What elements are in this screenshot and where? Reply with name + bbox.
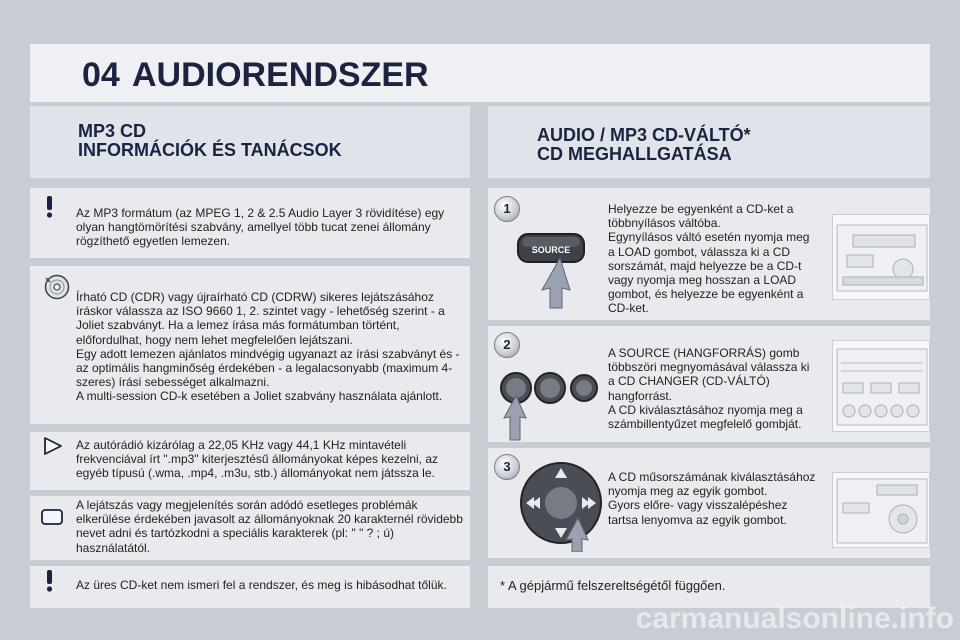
left-title-line2: INFORMÁCIÓK ÉS TANÁCSOK <box>78 140 342 160</box>
arrow-pad-illustration <box>518 460 604 552</box>
info-panel-mp3-files <box>30 432 470 490</box>
info-panel-file-names <box>30 496 470 560</box>
step-text: A SOURCE (HANGFORRÁS) gomb többszöri megnyomásával válassza ki a CD CHANGER (CD-VÁLTÓ) hangforrást. <box>608 346 810 403</box>
panel-text: Az üres CD-ket nem ismeri fel a rendszer, és meg is hibásodhat tőlük. <box>76 578 447 592</box>
step-panel-1 <box>488 188 930 320</box>
number-keys-illustration <box>498 366 598 442</box>
info-panel-empty-cd <box>30 566 470 608</box>
info-panel-mp3-format <box>30 188 470 258</box>
step-text: A CD műsorszámának kiválasztásához nyomja meg az egyik gombot. <box>608 470 816 499</box>
step-text: Egynyílásos váltó esetén nyomja meg a LOAD gombot, válassza ki a CD sorszámát, majd helyezze be a CD-t vagy nyomja meg hosszan a LOAD gombot, és helyezze be egyenként a CD-ket. <box>608 230 810 316</box>
radio-unit-icon <box>833 215 931 301</box>
right-title-line2: CD MEGHALLGATÁSA <box>537 144 732 164</box>
step-number-badge: 1 <box>494 196 520 222</box>
radio-unit-icon <box>833 473 931 549</box>
panel-text: Egy adott lemezen ajánlatos mindvégig ugyanazt az írási szabványt és - az optimális hangminőség érdekében - a legalacsonyabb (maximum 4-szeres) írási sebességet alkalmazni. <box>76 346 460 390</box>
radio-unit-icon <box>833 341 931 433</box>
radio-thumbnail-2 <box>832 340 930 432</box>
exclamation-icon <box>44 196 56 218</box>
step-number-badge: 2 <box>494 332 520 358</box>
step-text-block <box>608 346 818 431</box>
display-screen-icon <box>40 508 64 528</box>
footnote-text: * A gépjármű felszereltségétől függően. <box>500 578 726 593</box>
left-title-line1: MP3 CD <box>78 121 147 141</box>
panel-text: Írható CD (CDR) vagy újraírható CD (CDRW) sikeres lejátszásához íráskor válassza az ISO 9660 1, 2. szintet vagy - lehetőség szerint - a Joliet szabványt. Ha a lemez írása más formátumban történt, előfordulhat, hogy nem lehet megfelelően lejátszani. <box>76 290 445 347</box>
left-section-title <box>78 122 342 160</box>
watermark-text: carmanualsonline.info <box>635 602 954 635</box>
panel-text-block <box>76 290 466 404</box>
source-label: SOURCE <box>531 245 571 255</box>
step-text: Helyezze be egyenként a CD-ket a többnyílásos váltóba. <box>608 202 794 231</box>
play-triangle-icon <box>42 436 64 456</box>
panel-text: A lejátszás vagy megjelenítés során adódó esetleges problémák elkerülése érdekében javasolt az állományoknak 20 karakternél rövidebb nevet adni és tartózkodni a speciális karakterek (pl: " " ? ; ú) használatától. <box>76 498 463 555</box>
info-panel-cd-writing <box>30 266 470 424</box>
chapter-number: 04 <box>82 56 120 94</box>
step-panel-2 <box>488 326 930 442</box>
source-button-illustration <box>514 228 590 312</box>
exclamation-icon <box>44 570 56 592</box>
panel-text: Az MP3 formátum (az MPEG 1, 2 & 2.5 Audio Layer 3 rövidítése) egy olyan hangtömörítési szabvány, amellyel több tucat zenei állomány rögzíthető egyetlen lemezen. <box>76 206 445 249</box>
step-text: A CD kiválasztásához nyomja meg a számbillentyűzet megfelelő gombját. <box>608 402 803 432</box>
right-title-line1: AUDIO / MP3 CD-VÁLTÓ* <box>537 125 751 145</box>
step-text: Gyors előre- vagy visszalépéshez tartsa lenyomva az egyik gombot. <box>608 498 788 527</box>
step-text-block <box>608 470 818 527</box>
step-text-block <box>608 202 818 316</box>
radio-thumbnail-1 <box>832 214 930 300</box>
step-panel-3 <box>488 448 930 558</box>
panel-text: Az autórádió kizárólag a 22,05 KHz vagy 44,1 KHz mintavételi frekvenciával írt ".mp3" kiterjesztésű állományokat képes kezelni, az egyéb típusú (.wma, .mp4, .m3u, stb.) állományokat nem játssza le. <box>76 438 439 481</box>
radio-thumbnail-3 <box>832 472 930 548</box>
right-section-title <box>537 126 751 164</box>
page-title: AUDIORENDSZER <box>132 56 429 94</box>
step-number-badge: 3 <box>494 454 520 480</box>
cd-disc-icon <box>44 274 70 300</box>
panel-text: A multi-session CD-k esetében a Joliet szabvány használata ajánlott. <box>76 389 443 404</box>
